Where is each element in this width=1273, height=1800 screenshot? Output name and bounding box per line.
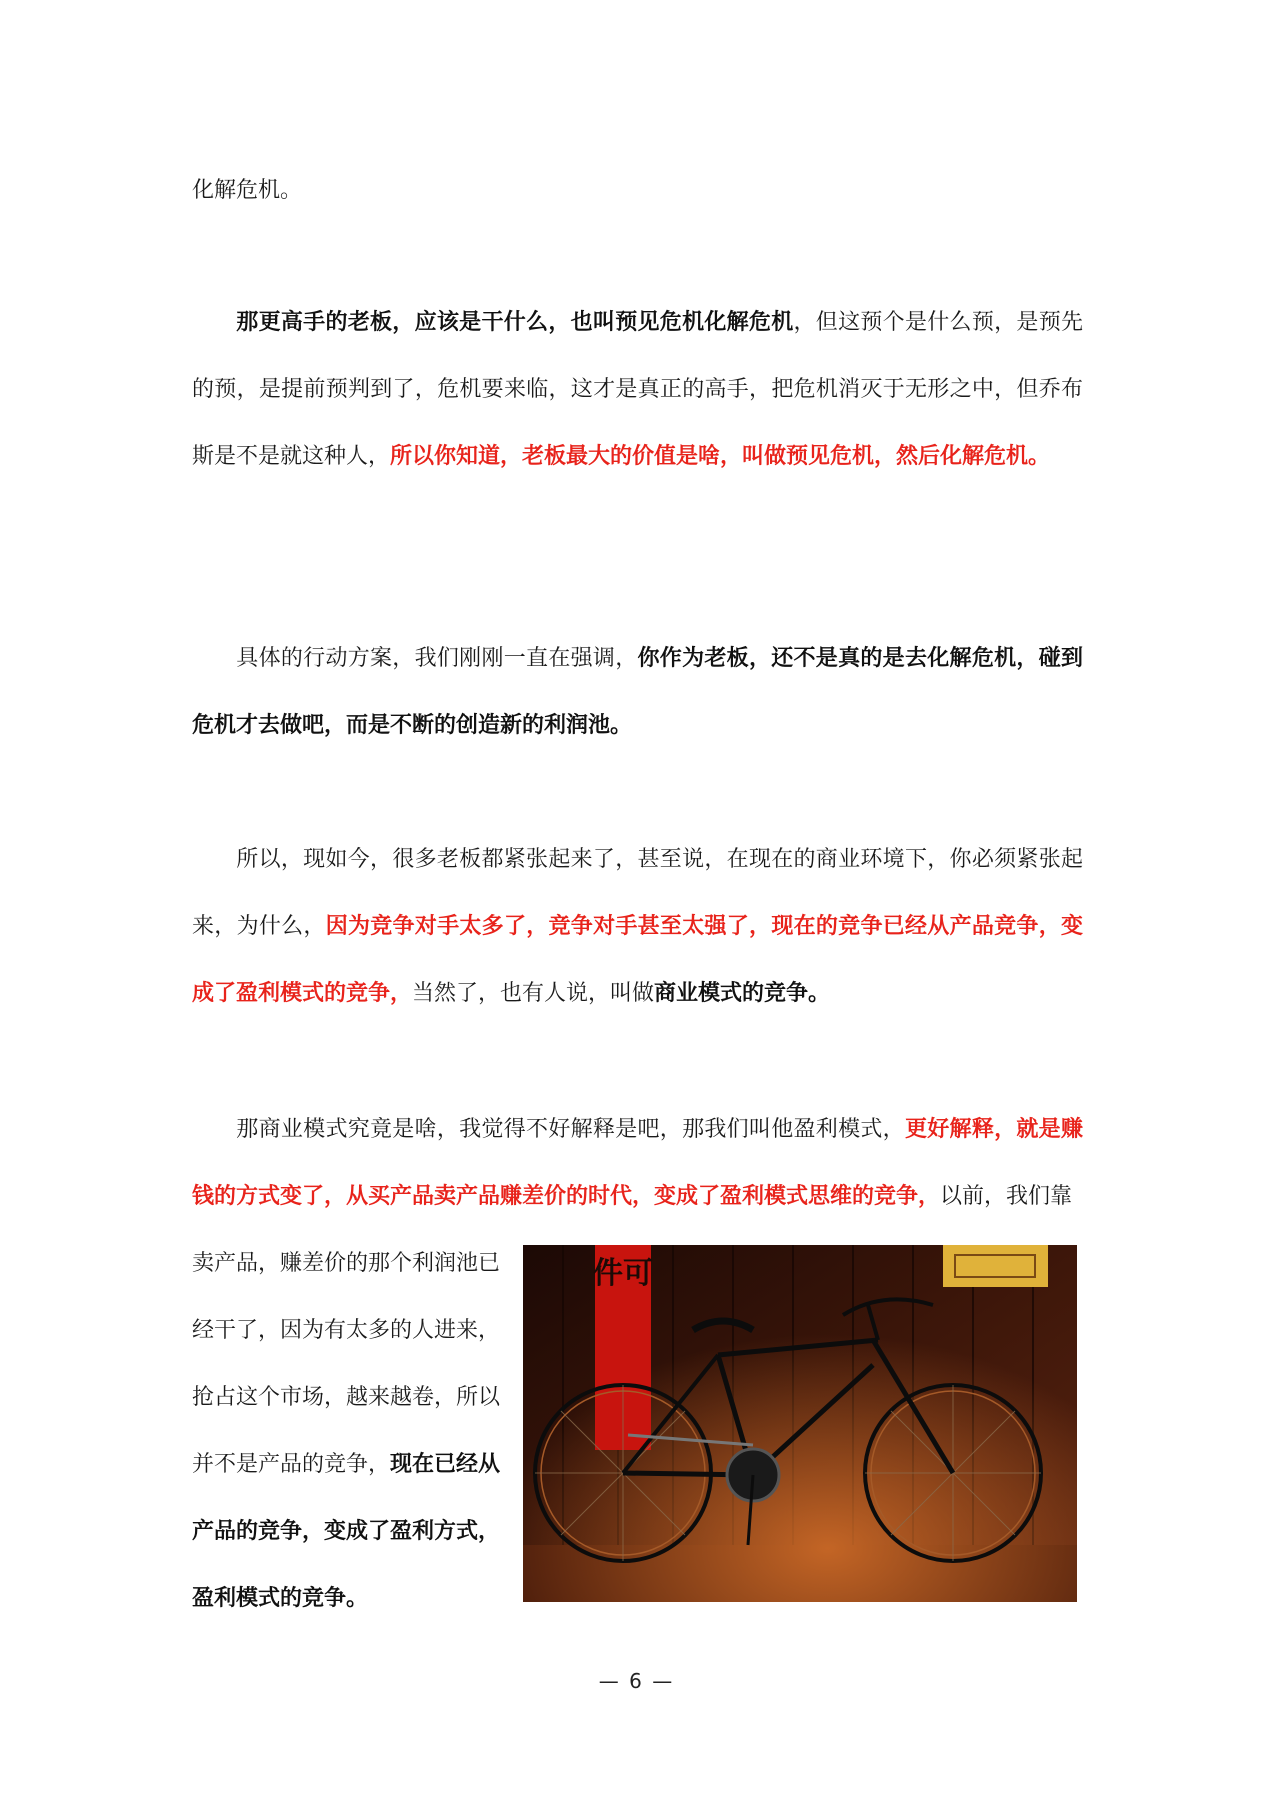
bold-segment: 现在已经从产品的竞争，变成了盈利方式，盈利模式的竞争。 [192,1452,501,1611]
text-segment: ，但这预个是什么预，是预先的预，是提前预判到了，危机要来临，这才是真正的高手，把危机消灭于无形之中，但乔布斯是不是就这种人， [192,310,1083,469]
couplet-char-1: 件可 [593,1256,653,1291]
text-segment: 具体的行动方案，我们刚刚一直在强调， [236,646,638,671]
paragraph-4 [192,1096,1083,1230]
paragraph-3 [192,826,1083,1027]
text-segment: 卖产品，赚差价的那个利润池已经干了，因为有太多的人进来，抢占这个市场，越来越卷，所以并不是产品的竞争， [192,1251,501,1477]
lantern-sign [943,1245,1048,1287]
text-segment: 以前，我们靠 [940,1184,1073,1209]
paragraph-5 [192,1230,507,1632]
text-segment: 那商业模式究竟是啥，我觉得不好解释是吧，那我们叫他盈利模式， [236,1117,905,1142]
page-number: — 6 — [598,1669,675,1693]
intro-line [192,157,1083,224]
bicycle-photo [523,1245,1077,1602]
paragraph-1 [192,289,1083,490]
bicycle-illustration [523,1245,1077,1602]
text-segment: 当然了，也有人说，叫做 [412,981,655,1006]
bold-segment: 那更高手的老板，应该是干什么，也叫预见危机化解危机 [236,310,794,335]
bold-segment: 你作为老板，还不是真的是去化解危机，碰到危机才去做吧，而是不断的创造新的利润池。 [192,646,1083,738]
highlight-segment: 因为竞争对手太多了，竞争对手甚至太强了，现在的竞争已经从产品竞争，变成了盈利模式的竞争， [192,914,1083,1006]
highlight-segment: 更好解释，就是赚钱的方式变了，从买产品卖产品赚差价的时代，变成了盈利模式思维的竞争， [192,1117,1083,1209]
paragraph-2 [192,625,1083,759]
highlight-segment: 所以你知道，老板最大的价值是啥，叫做预见危机，然后化解危机。 [390,444,1051,469]
bold-segment: 商业模式的竞争。 [654,981,831,1006]
text-segment: 所以，现如今，很多老板都紧张起来了，甚至说，在现在的商业环境下，你必须紧张起来，为什么， [192,847,1083,939]
intro-text: 化解危机。 [192,178,303,203]
